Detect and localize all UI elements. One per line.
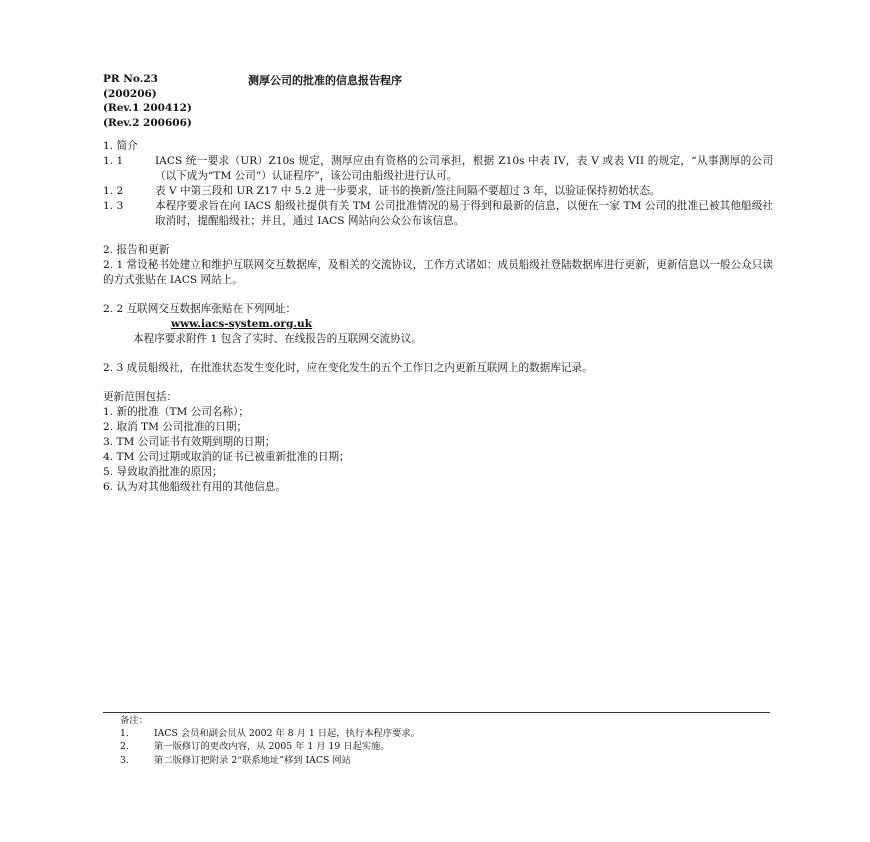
item-number: 1. 3 [103,200,124,212]
note-item [120,727,420,740]
revision-1: (Rev.1 200412) [103,102,192,114]
spacer [103,347,773,361]
item-number: 1. 2 [103,185,124,197]
document-body [103,139,773,495]
note-text: 第一版修订的更改内容，从 2005 年 1 月 19 日起实施。 [154,741,390,753]
update-scope-item: 5. 导致取消批准的原因； [103,466,223,478]
item-text: 本程序要求旨在向 IACS 船级社提供有关 TM 公司批准情况的易于得到和最新的信息，以便在一家 TM 公司的批准已被其他船级社取消时，提醒船级社；并且，通过 IACS 网站向公众公布该信息。 [155,200,773,227]
note-item [120,740,420,753]
update-scope-item: 6. 认为对其他船级社有用的其他信息。 [103,481,286,493]
url-description: 本程序要求附件 1 包含了实时、在线报告的互联网交流协议。 [133,333,422,345]
note-number: 1. [120,728,129,740]
section-1-item [103,199,773,229]
note-text: 第二版修订把附录 2“联系地址”移到 IACS 网站 [154,754,351,766]
note-item [120,754,420,767]
item-text: 表 V 中第三段和 UR Z17 中 5.2 进一步要求，证书的换新/签注间隔不要超过 3 年，以验证保持初始状态。 [155,185,661,197]
notes-divider [103,712,770,713]
spacer [103,288,773,302]
update-scope-item: 3. TM 公司证书有效期到期的日期； [103,436,276,448]
notes-block [120,714,420,767]
section-2-2-paragraph: 2. 2 互联网交互数据库张贴在下列网址： [103,303,297,315]
section-2-heading: 2. 报告和更新 [103,244,170,256]
update-scope-item: 2. 取消 TM 公司批准的日期； [103,421,248,433]
section-2-3-paragraph: 2. 3 成员船级社，在批准状态发生变化时，应在变化发生的五个工作日之内更新互联网上的数据库记录。 [103,362,593,374]
pr-number: PR No.23 [103,73,158,85]
section-1-heading: 1. 简介 [103,140,138,152]
item-text: IACS 统一要求（UR）Z10s 规定，测厚应由有资格的公司承担，根据 Z10s 中表 IV，表 V 或表 VII 的规定，“从事测厚的公司（以下成为“TM 公司”）认证程序”，该公司由船级社进行认可。 [155,155,773,182]
document-title: 测厚公司的批准的信息报告程序 [248,74,402,87]
note-number: 3. [120,754,129,766]
spacer [103,229,773,243]
spacer [103,376,773,390]
notes-label: 备注： [120,715,148,726]
note-number: 2. [120,741,129,753]
url-line [103,317,773,332]
section-2-1-paragraph: 2. 1 常设秘书处建立和维护互联网交互数据库，及相关的交流协议，工作方式诸如：成员船级社登陆数据库进行更新，更新信息以一般公众只读的方式张贴在 IACS 网站上。 [103,259,773,286]
section-1-item [103,154,773,184]
header-block [103,72,192,130]
note-text: IACS 会员和副会员从 2002 年 8 月 1 日起，执行本程序要求。 [154,728,420,740]
item-number: 1. 1 [103,155,124,167]
original-date: (200206) [103,87,157,100]
revision-2: (Rev.2 200606) [103,116,192,129]
update-scope-item: 4. TM 公司过期或取消的证书已被重新批准的日期； [103,451,350,463]
update-scope-heading: 更新范围包括： [103,391,178,403]
section-1-item [103,184,773,199]
update-scope-item: 1. 新的批准（TM 公司名称）； [103,406,249,418]
iacs-url-link[interactable]: www.iacs-system.org.uk [171,318,313,330]
